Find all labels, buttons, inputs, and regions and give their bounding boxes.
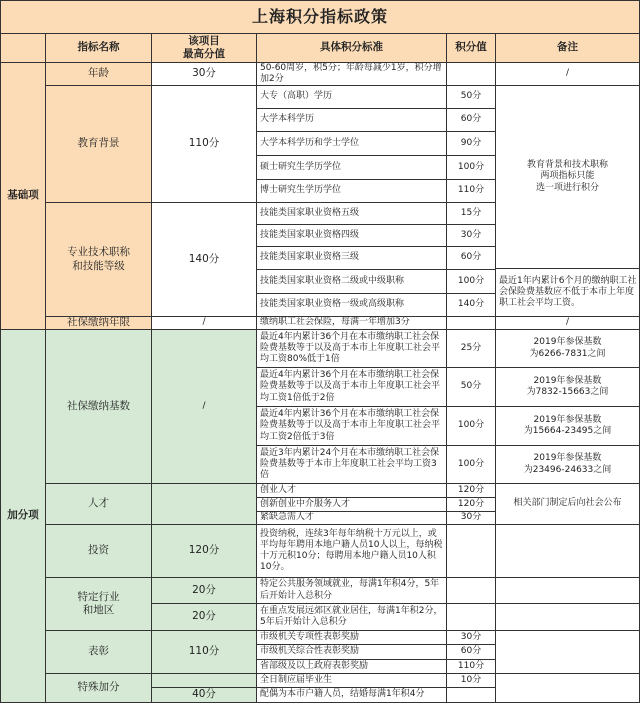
special-max-2: 40分 <box>151 687 257 703</box>
skill-points-4: 100分 <box>446 269 496 294</box>
section-base: 基础项 <box>0 62 46 330</box>
skill-name: 专业技术职称 和技能等级 <box>45 202 152 317</box>
skill-standard-2: 技能类国家职业资格四级 <box>256 224 447 247</box>
industry-note-2 <box>495 603 640 631</box>
skill-max: 140分 <box>151 202 257 317</box>
ss-base-note-1: 2019年参保基数 为6266-7831之间 <box>495 329 640 368</box>
special-name: 特殊加分 <box>45 673 152 703</box>
award-points-2: 60分 <box>446 644 496 660</box>
header-name: 指标名称 <box>45 33 152 63</box>
skill-points-1: 15分 <box>446 202 496 225</box>
talent-standard-3: 紧缺急需人才 <box>256 511 447 525</box>
skill-note: 最近1年内累计6个月的缴纳职工社会保险费基数应不低于本市上年度职工社会平均工资。 <box>495 268 640 317</box>
header-blank <box>0 33 46 63</box>
ss-base-name: 社保缴纳基数 <box>45 329 152 484</box>
talent-standard-1: 创业人才 <box>256 483 447 498</box>
industry-points-1 <box>446 577 496 604</box>
talent-max <box>151 483 257 525</box>
edu-note: 教育背景和技术职称 两项指标只能 选一项进行积分 <box>495 85 640 269</box>
ss-base-note-4: 2019年参保基数 为23496-24633之间 <box>495 445 640 484</box>
industry-max-2: 20分 <box>151 603 257 631</box>
talent-points-1: 120分 <box>446 483 496 498</box>
header-note: 备注 <box>495 33 640 63</box>
edu-points-5: 110分 <box>446 179 496 203</box>
skill-standard-4: 技能类国家职业资格二级或中级职称 <box>256 269 447 294</box>
edu-name: 教育背景 <box>45 85 152 203</box>
ss-base-standard-3: 最近4年内累计36个月在本市缴纳职工社会保险费基数等于以及高于本市上年度职工社会平均工资2倍低于3倍 <box>256 406 447 446</box>
skill-points-2: 30分 <box>446 224 496 247</box>
industry-max-1: 20分 <box>151 577 257 604</box>
ss-base-standard-4: 最近3年内累计24个月在本市缴纳职工社会保险费基数等于本市上年度职工社会平均工资3倍 <box>256 445 447 484</box>
talent-standard-2: 创新创业中介服务人才 <box>256 497 447 512</box>
talent-points-2: 120分 <box>446 497 496 512</box>
edu-points-3: 90分 <box>446 131 496 156</box>
ss-years-name: 社保缴纳年限 <box>45 316 152 330</box>
special-standard-2: 配偶为本市户籍人员，结婚每满1年积4分 <box>256 687 447 703</box>
ss-base-points-4: 100分 <box>446 445 496 484</box>
special-points-1: 10分 <box>446 673 496 688</box>
invest-max: 120分 <box>151 524 257 578</box>
edu-points-2: 60分 <box>446 108 496 132</box>
award-standard-1: 市级机关专项性表彰奖励 <box>256 630 447 645</box>
edu-standard-2: 大学本科学历 <box>256 108 447 132</box>
skill-standard-3: 技能类国家职业资格三级 <box>256 246 447 270</box>
talent-name: 人才 <box>45 483 152 525</box>
edu-points-1: 50分 <box>446 85 496 109</box>
industry-standard-1: 特定公共服务领域就业，每满1年积4分，5年后开始计入总积分 <box>256 577 447 604</box>
invest-name: 投资 <box>45 524 152 578</box>
ss-years-note: / <box>495 316 640 330</box>
edu-standard-4: 硕士研究生学历学位 <box>256 155 447 180</box>
award-note <box>495 630 640 674</box>
special-standard-1: 全日制应届毕业生 <box>256 673 447 688</box>
award-standard-3: 省部级及以上政府表彰奖励 <box>256 659 447 674</box>
ss-base-standard-2: 最近4年内累计36个月在本市缴纳职工社会保险费基数等于以及高于本市上年度职工社会平均工资1倍低于2倍 <box>256 367 447 407</box>
ss-years-points <box>446 316 496 330</box>
industry-standard-2: 在重点发展远郊区就业居住，每满1年积2分，5年后开始计入总积分 <box>256 603 447 631</box>
edu-standard-3: 大学本科学历和学士学位 <box>256 131 447 156</box>
invest-points <box>446 524 496 578</box>
header-points: 积分值 <box>446 33 496 63</box>
industry-points-2 <box>446 603 496 631</box>
ss-base-note-2: 2019年参保基数 为7832-15663之间 <box>495 367 640 407</box>
award-name: 表彰 <box>45 630 152 674</box>
skill-standard-5: 技能类国家职业资格一级或高级职称 <box>256 293 447 317</box>
invest-note <box>495 524 640 578</box>
special-note <box>495 673 640 703</box>
award-points-1: 30分 <box>446 630 496 645</box>
ss-base-max: / <box>151 329 257 484</box>
skill-points-3: 60分 <box>446 246 496 270</box>
skill-standard-1: 技能类国家职业资格五级 <box>256 202 447 225</box>
header-max: 该项目 最高分值 <box>151 33 257 63</box>
age-points <box>446 62 496 86</box>
award-max: 110分 <box>151 630 257 674</box>
industry-note-1 <box>495 577 640 604</box>
ss-base-note-3: 2019年参保基数 为15664-23495之间 <box>495 406 640 446</box>
age-standard: 50-60周岁，积5分；年龄每减少1岁，积分增加2分 <box>256 62 447 86</box>
age-name: 年龄 <box>45 62 152 86</box>
award-standard-2: 市级机关综合性表彰奖励 <box>256 644 447 660</box>
industry-name: 特定行业 和地区 <box>45 577 152 631</box>
edu-standard-5: 博士研究生学历学位 <box>256 179 447 203</box>
header-standard: 具体积分标准 <box>256 33 447 63</box>
edu-standard-1: 大专（高职）学历 <box>256 85 447 109</box>
ss-base-standard-1: 最近4年内累计36个月在本市缴纳职工社会保险费基数等于以及高于本市上年度职工社会平均工资80%低于1倍 <box>256 329 447 368</box>
special-points-2 <box>446 687 496 703</box>
ss-base-points-3: 100分 <box>446 406 496 446</box>
invest-standard: 投资纳税，连续3年每年纳税十万元以上，或平均每年聘用本地户籍人员10人以上，每纳税十万元积10分；每聘用本地户籍人员10人积10分。 <box>256 524 447 578</box>
ss-years-max: / <box>151 316 257 330</box>
talent-points-3: 30分 <box>446 511 496 525</box>
age-max: 30分 <box>151 62 257 86</box>
table-title: 上海积分指标政策 <box>0 0 640 34</box>
edu-points-4: 100分 <box>446 155 496 180</box>
award-points-3: 110分 <box>446 659 496 674</box>
ss-years-standard: 缴纳职工社会保险，每满一年增加3分 <box>256 316 447 330</box>
ss-base-points-1: 25分 <box>446 329 496 368</box>
age-note: / <box>495 62 640 86</box>
talent-note: 相关部门制定后向社会公布 <box>495 483 640 525</box>
skill-points-5: 140分 <box>446 293 496 317</box>
special-max-1 <box>151 673 257 688</box>
edu-max: 110分 <box>151 85 257 203</box>
ss-base-points-2: 50分 <box>446 367 496 407</box>
section-plus: 加分项 <box>0 329 46 703</box>
